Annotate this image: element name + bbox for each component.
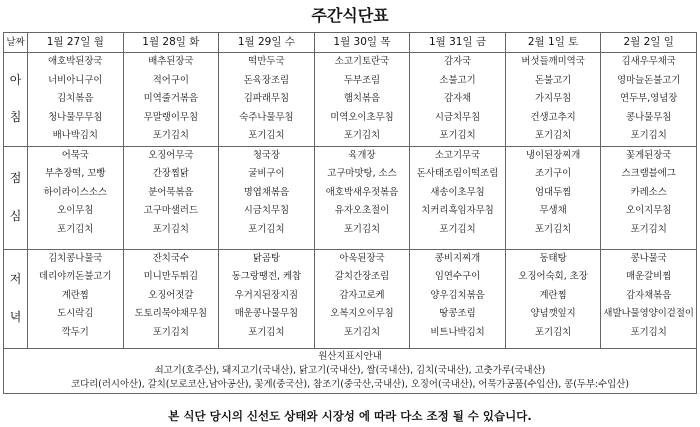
dish-item: 김새우무채국 [621,56,676,67]
dish-item: 계란찜 [539,289,567,301]
dish-item: 애호박새우젓볶음 [325,186,399,198]
dish-item: 적어구이 [152,74,189,86]
dish-item: 유자오초절이 [334,205,390,216]
dish-item: 오징어숙회, 초장 [518,271,588,282]
dish-item: 포기김치 [630,326,667,338]
day-header: 1월 27일 월 [28,33,124,53]
menu-cell [28,249,124,348]
meal-label-lunch [4,146,28,249]
dish-item: 포기김치 [439,223,476,235]
dish-item: 깍두기 [61,326,89,338]
day-header: 1월 31일 금 [410,33,506,53]
dish-item: 육개장 [348,149,376,161]
dish-item: 배나박김치 [52,130,98,141]
dish-item: 오이지무침 [626,205,672,216]
dish-item: 감자고로케 [339,289,385,301]
menu-cell [410,249,506,348]
meal-row-dinner [4,249,697,348]
dish-item: 양우김치볶음 [430,289,485,301]
dish-item: 새발나물영양이겉절이 [603,308,694,319]
dish-item: 콩나물무침 [626,111,672,123]
dish-item: 오이무침 [57,205,94,216]
dish-item: 너비아니구이 [48,74,103,86]
origin-info [4,348,697,393]
day-header: 1월 28일 화 [123,33,219,53]
dish-item: 비트나박김치 [430,326,485,338]
meal-label-char: 심 [9,208,22,223]
menu-cell [505,249,601,348]
dish-item: 김치볶음 [57,93,94,104]
origin-line: 쇠고기(호주산), 돼지고기(국내산), 닭고기(국내산), 쌀(국내산), 김치(국내산), 고춧가루(국내산) [154,364,546,376]
meal-label-char: 저 [9,272,22,287]
dish-item: 무말랭이무침 [143,111,199,123]
menu-cell [601,249,697,348]
date-corner-label: 날짜 [4,33,28,53]
menu-cell [314,249,410,348]
dish-item: 임연수구이 [434,271,481,282]
day-header: 2월 1일 토 [505,33,601,53]
dish-item: 포기김치 [439,130,476,141]
day-header: 1월 30일 목 [314,33,410,53]
dish-item: 잔치국수 [152,252,189,264]
menu-cell [123,249,219,348]
dish-item: 굴비구이 [248,168,285,179]
menu-cell [314,146,410,249]
dish-item: 포기김치 [343,326,381,338]
dish-item: 돈사태조림이떡조림 [416,168,499,179]
dish-item: 감자채볶음 [626,289,672,301]
dish-item: 포기김치 [630,130,667,141]
dish-item: 오징어무국 [148,149,194,161]
menu-cell [219,53,315,147]
dish-item: 동태탕 [539,252,567,264]
menu-cell [314,53,410,147]
dish-item: 햄치볶음 [343,93,381,104]
dish-item: 포기김치 [248,223,285,235]
dish-item: 애호박된장국 [48,56,103,67]
dish-item: 조기구이 [534,168,572,179]
dish-item: 분어묵볶음 [148,186,194,198]
meal-row-lunch [4,146,697,249]
dish-item: 소불고기 [439,74,476,86]
meal-label-breakfast [4,53,28,147]
menu-table [3,32,697,394]
dish-item: 시금치무침 [243,205,290,216]
menu-cell [410,53,506,147]
dish-item: 소고기토란국 [334,56,390,67]
dish-item: 데리야끼돈불고기 [39,271,112,282]
dish-item: 닭곰탕 [252,252,280,264]
dish-item: 엄대두찜 [534,186,572,198]
meal-label-char: 아 [9,73,22,88]
menu-cell [219,249,315,348]
dish-item: 돈육장조림 [243,74,290,86]
menu-cell [505,146,601,249]
dish-item: 연두부,영념장 [620,93,678,104]
dish-item: 오복지오이무침 [330,308,394,319]
dish-item: 도토리묵야채무침 [134,308,208,319]
menu-cell [505,53,601,147]
page-title: 주간식단표 [311,6,389,25]
menu-cell [601,53,697,147]
dish-item: 땅콩조림 [439,308,476,319]
dish-item: 포기김치 [630,223,667,235]
dish-item: 콩나물국 [630,252,667,264]
dish-item: 카레소스 [630,186,667,198]
dish-item: 배추된장국 [148,56,194,67]
dish-item: 감자채 [443,93,472,104]
dish-item: 미니만두튀김 [143,271,199,282]
dish-item: 우거지된장지짐 [234,289,299,301]
dish-item: 포기김치 [152,130,189,141]
meal-label-char: 녁 [9,309,22,324]
dish-item: 시금치무침 [434,111,481,123]
dish-item: 동그랑땡전, 케찹 [231,271,302,282]
dish-item: 도시락김 [57,308,94,319]
menu-cell [601,146,697,249]
meal-label-dinner [4,249,28,348]
origin-row [4,348,697,393]
dish-item: 포기김치 [248,326,285,338]
dish-item: 냉이된장찌개 [525,149,581,161]
dish-item: 포기김치 [152,326,189,338]
dish-item: 포기김치 [534,326,572,338]
dish-item: 김치콩나물국 [48,252,103,264]
dish-item: 부추장떡, 꼬빵 [45,168,106,179]
dish-item: 돈불고기 [534,74,572,86]
dish-item: 포기김치 [248,130,285,141]
dish-item: 포기김치 [57,223,94,235]
dish-item: 포기김치 [534,130,572,141]
dish-item: 콩비지찌개 [434,252,481,264]
dish-item: 건생고추지 [530,111,576,123]
notice-text: 본 식단 당시의 신선도 상태와 시장성 에 따라 다소 조정 될 수 있습니다. [168,409,532,423]
dish-item: 고구마맛탕, 소스 [327,168,397,179]
dish-item: 계란찜 [61,289,89,301]
dish-item: 하이라이스소스 [43,186,107,198]
day-header: 1월 29일 수 [219,33,315,53]
dish-item: 꽃게된장국 [626,149,672,161]
menu-cell [123,53,219,147]
dish-item: 포기김치 [534,223,572,235]
dish-item: 감자국 [443,56,472,67]
dish-item: 포기김치 [343,130,381,141]
meal-label-char: 점 [9,171,22,186]
origin-heading: 원산지표시안내 [318,350,382,362]
dish-item: 두부조림 [343,74,381,86]
dish-item: 영마늘돈불고기 [616,74,681,86]
dish-item: 포기김치 [152,223,189,235]
header-row [4,33,697,53]
dish-item: 갈치간장조림 [334,271,390,282]
dish-item: 미역오이초무침 [330,111,394,123]
dish-item: 버섯들깨미역국 [521,56,585,67]
day-header: 2월 2일 일 [601,33,697,53]
menu-cell [410,146,506,249]
dish-item: 숙주나물무침 [239,111,294,123]
menu-cell [123,146,219,249]
dish-item: 미역줄거볶음 [143,93,199,104]
dish-item: 청국장 [252,149,280,161]
dish-item: 스크램블에그 [621,168,676,179]
dish-item: 오징어젓갈 [148,289,194,301]
dish-item: 간장찜닭 [152,168,189,179]
dish-item: 새송이초무침 [430,186,485,198]
dish-item: 포기김치 [343,223,381,235]
dish-item: 매운콩나물무침 [234,308,299,319]
dish-item: 소고기무국 [434,149,481,161]
origin-line: 코다리(러시아산), 갈치(모로코산,남아공산), 꽃게(중국산), 참조기(중국산,국내산), 오징어(국내산), 어묵가공품(수입산), 콩(두부:수입산) [71,378,629,390]
menu-cell [28,146,124,249]
dish-item: 어묵국 [61,149,89,161]
dish-item: 고구마샐러드 [143,205,199,216]
dish-item: 매운갈비찜 [626,271,672,282]
dish-item: 양념깻잎지 [530,308,576,319]
dish-item: 김파래무침 [243,93,290,104]
menu-cell [28,53,124,147]
meal-label-char: 침 [9,110,22,125]
dish-item: 가지무침 [534,93,572,104]
dish-item: 아욱된장국 [339,252,385,264]
dish-item: 떡만두국 [248,56,285,67]
dish-item: 치커리흑임자무침 [421,205,494,216]
menu-cell [219,146,315,249]
dish-item: 명엽채볶음 [243,186,290,198]
dish-item: 청나물무무침 [48,111,103,123]
meal-row-breakfast [4,53,697,147]
dish-item: 무생채 [539,205,567,216]
